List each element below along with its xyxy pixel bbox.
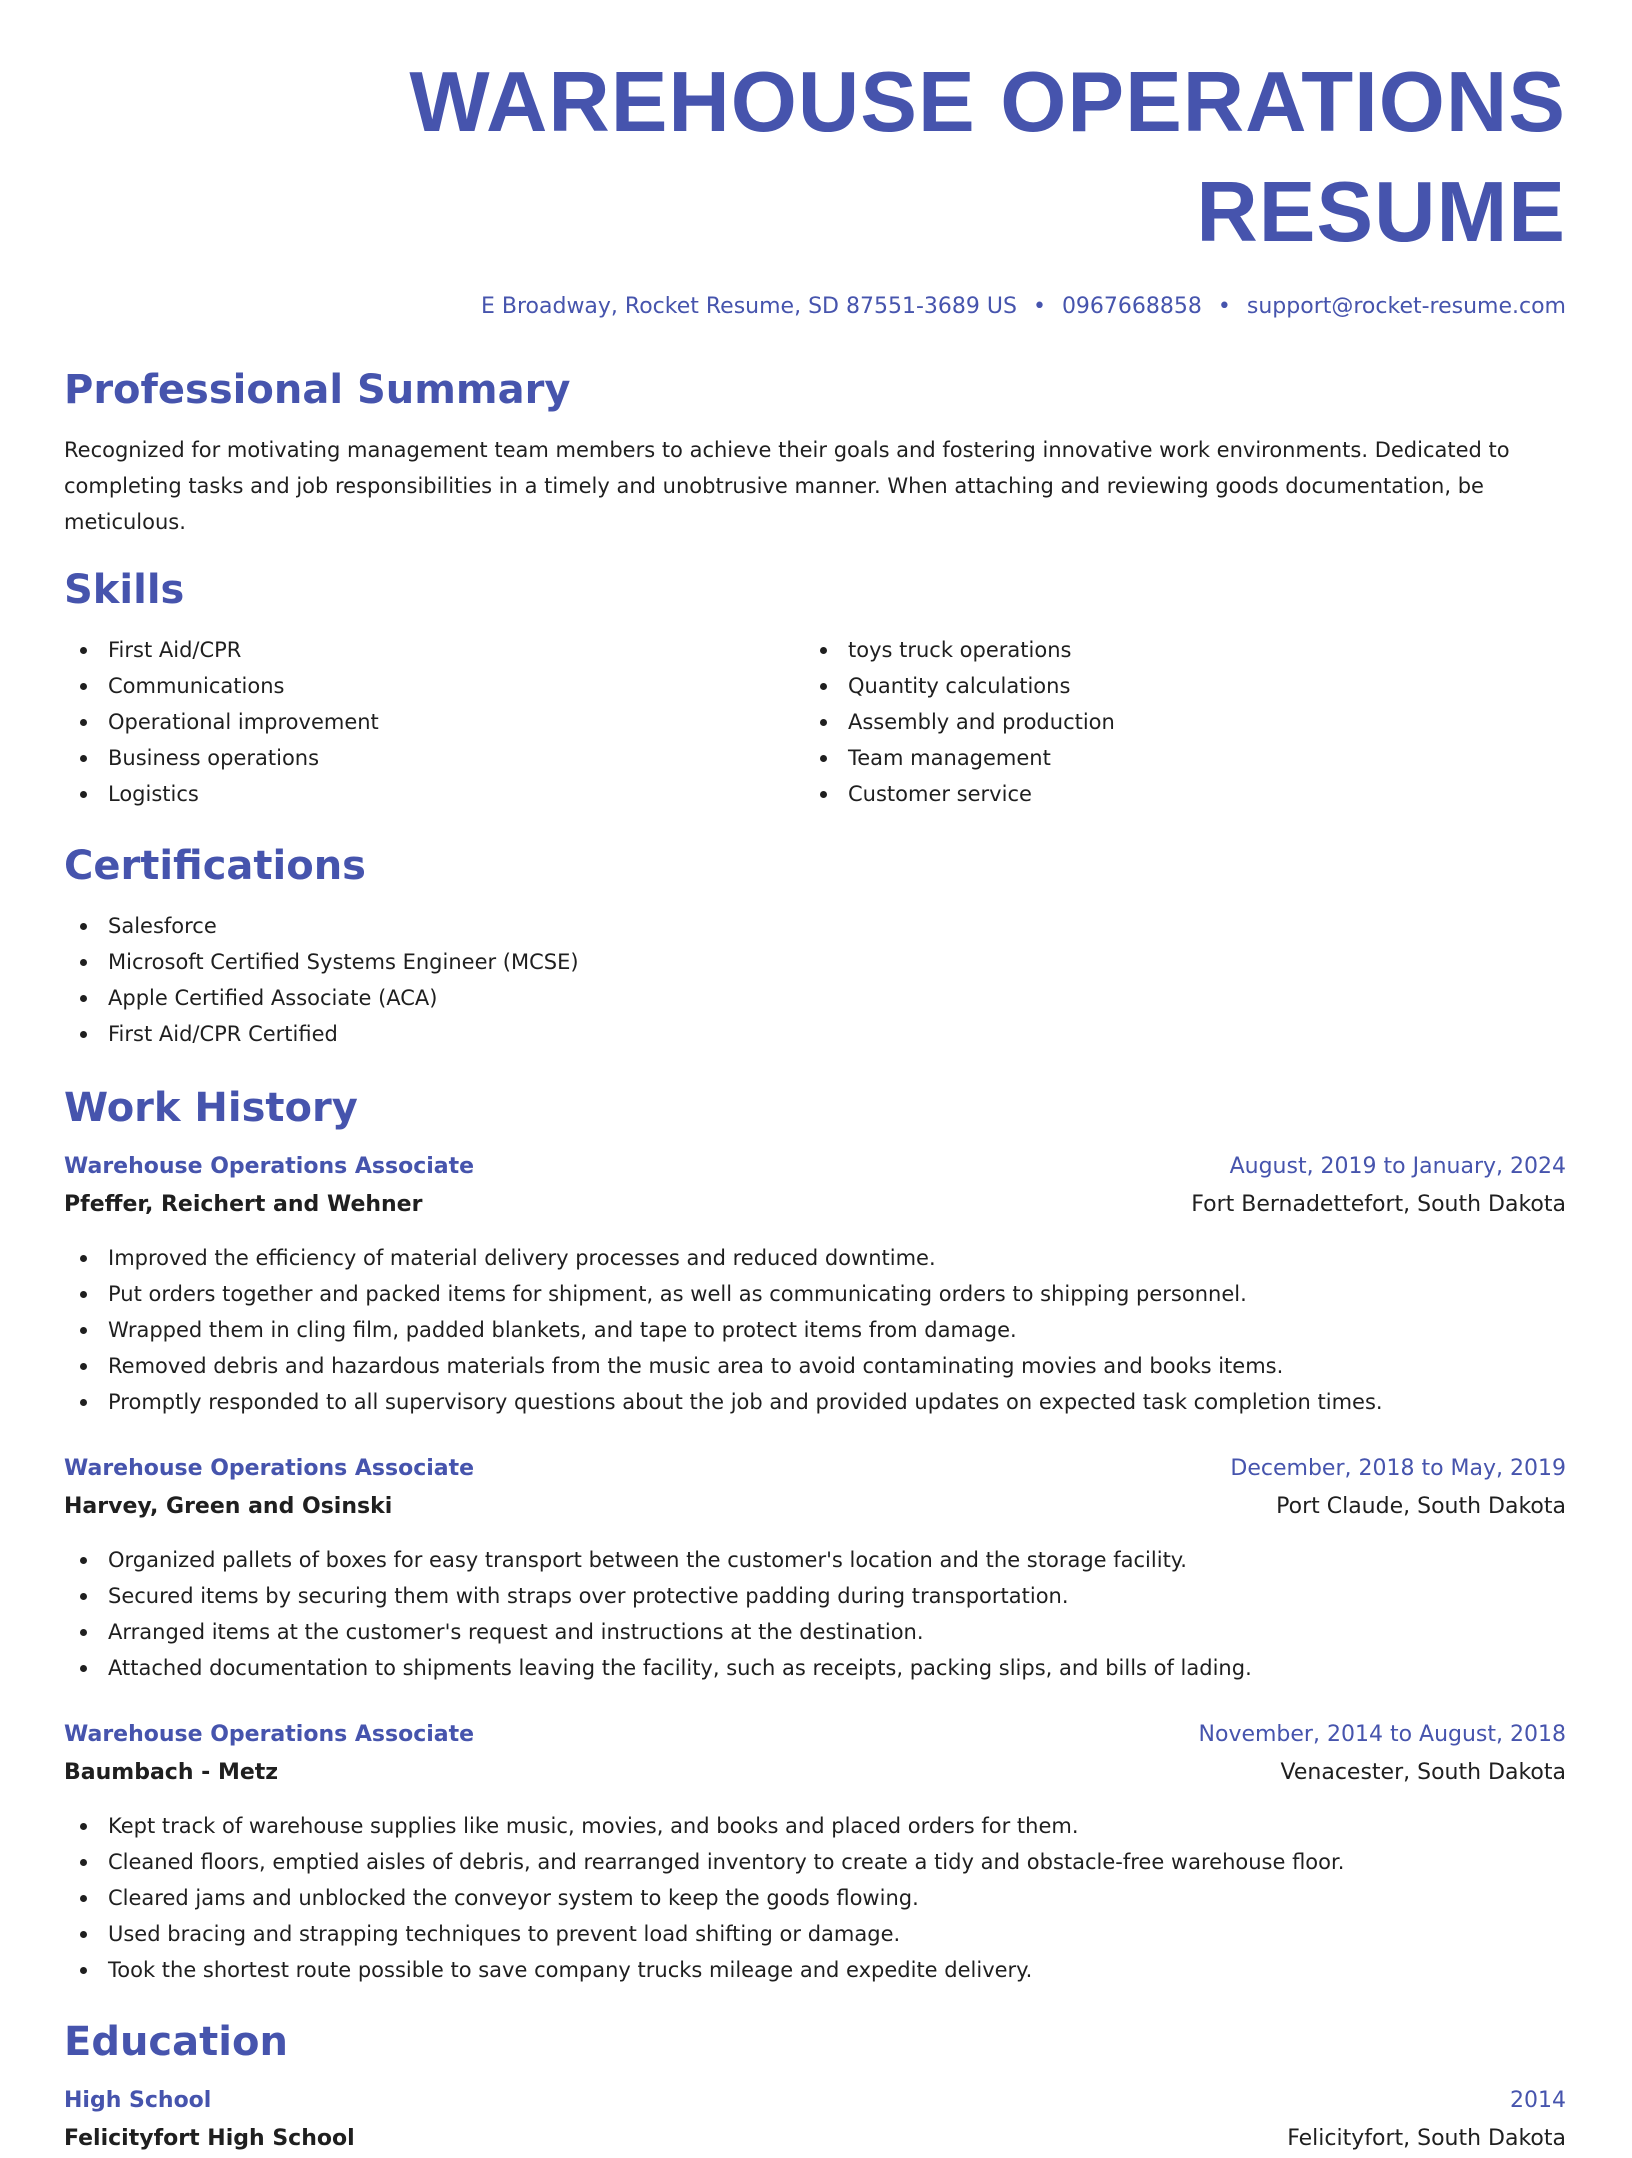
summary-heading: Professional Summary [64,367,571,413]
job-entry [64,1450,1566,1686]
certification-item: Apple Certified Associate (ACA) [64,980,1566,1016]
education-location: Felicityfort, South Dakota [1287,2126,1566,2151]
skill-item: Team management [804,740,1544,776]
job-duty: Improved the efficiency of material delivery processes and reduced downtime. [64,1240,1566,1276]
job-duties [64,1542,1566,1686]
job-dates: August, 2019 to January, 2024 [1229,1154,1566,1179]
job-duties [64,1240,1566,1420]
job-title: Warehouse Operations Associate [64,1154,475,1179]
job-header [64,1716,1566,1754]
certification-item: Microsoft Certified Systems Engineer (MCSE) [64,944,1566,980]
job-duty: Cleaned floors, emptied aisles of debris, and rearranged inventory to create a tidy and obstacle-free warehouse floor. [64,1844,1566,1880]
contact-separator: • [1217,294,1231,319]
job-duty: Used bracing and strapping techniques to prevent load shifting or damage. [64,1916,1566,1952]
resume-content [64,48,1566,2158]
contact-phone: 0967668858 [1061,294,1202,319]
skill-item: Quantity calculations [804,668,1544,704]
skill-item: toys truck operations [804,632,1544,668]
skills-list-left [64,632,804,812]
skill-item: Customer service [804,776,1544,812]
skill-item: Business operations [64,740,804,776]
job-title: Warehouse Operations Associate [64,1722,475,1747]
job-duty: Arranged items at the customer's request and instructions at the destination. [64,1614,1566,1650]
job-header [64,1450,1566,1488]
certification-item: Salesforce [64,908,1566,944]
skill-item: Operational improvement [64,704,804,740]
summary-text: Recognized for motivating management team members to achieve their goals and fostering innovative work environments. Dedicated to completing tasks and job responsibilities in a timely and unobtrusive manner. When attaching and reviewing goods documentation, be meticulous. [64,438,1510,534]
job-company: Baumbach - Metz [64,1760,279,1785]
job-company: Harvey, Green and Osinski [64,1494,393,1519]
job-subheader [64,1186,1566,1224]
job-duty: Put orders together and packed items for shipment, as well as communicating orders to shipping personnel. [64,1276,1566,1312]
skill-item: Communications [64,668,804,704]
job-title: Warehouse Operations Associate [64,1456,475,1481]
contact-address: E Broadway, Rocket Resume, SD 87551-3689 US [480,294,1017,319]
certifications-list [64,908,1566,1052]
work-history-heading: Work History [64,1085,358,1131]
job-dates: November, 2014 to August, 2018 [1198,1722,1566,1747]
job-duty: Secured items by securing them with straps over protective padding during transportation. [64,1578,1566,1614]
skills-grid [64,632,1566,812]
job-entry [64,1716,1566,1988]
skill-item: First Aid/CPR [64,632,804,668]
job-duty: Cleared jams and unblocked the conveyor system to keep the goods flowing. [64,1880,1566,1916]
skill-item: Assembly and production [804,704,1544,740]
resume-title: WAREHOUSE OPERATIONS RESUME [409,55,1566,260]
contact-separator: • [1032,294,1046,319]
job-entry [64,1148,1566,1420]
job-duty: Kept track of warehouse supplies like music, movies, and books and placed orders for them. [64,1808,1566,1844]
certifications-heading: Certifications [64,843,366,889]
job-dates: December, 2018 to May, 2019 [1230,1456,1566,1481]
education-subheader [64,2120,1566,2158]
job-location: Port Claude, South Dakota [1276,1494,1566,1519]
job-header [64,1148,1566,1186]
skill-item: Logistics [64,776,804,812]
education-header [64,2082,1566,2120]
education-school: Felicityfort High School [64,2126,355,2151]
education-entry [64,2082,1566,2158]
certification-item: First Aid/CPR Certified [64,1016,1566,1052]
job-subheader [64,1488,1566,1526]
job-location: Fort Bernadettefort, South Dakota [1191,1192,1566,1217]
job-subheader [64,1754,1566,1792]
skills-list-right [804,632,1544,812]
job-duty: Attached documentation to shipments leaving the facility, such as receipts, packing slips, and bills of lading. [64,1650,1566,1686]
education-heading: Education [64,2019,288,2065]
contact-email[interactable]: support@rocket-resume.com [1246,294,1566,319]
job-duty: Removed debris and hazardous materials from the music area to avoid contaminating movies and books items. [64,1348,1566,1384]
job-duty: Organized pallets of boxes for easy transport between the customer's location and the storage facility. [64,1542,1566,1578]
job-duty: Took the shortest route possible to save company trucks mileage and expedite delivery. [64,1952,1566,1988]
job-duties [64,1808,1566,1988]
education-year: 2014 [1510,2088,1566,2113]
contact-line [64,290,1566,324]
job-duty: Promptly responded to all supervisory questions about the job and provided updates on expected task completion times. [64,1384,1566,1420]
job-company: Pfeffer, Reichert and Wehner [64,1192,423,1217]
education-degree: High School [64,2088,212,2113]
job-duty: Wrapped them in cling film, padded blankets, and tape to protect items from damage. [64,1312,1566,1348]
job-location: Venacester, South Dakota [1280,1760,1566,1785]
skills-heading: Skills [64,567,185,613]
